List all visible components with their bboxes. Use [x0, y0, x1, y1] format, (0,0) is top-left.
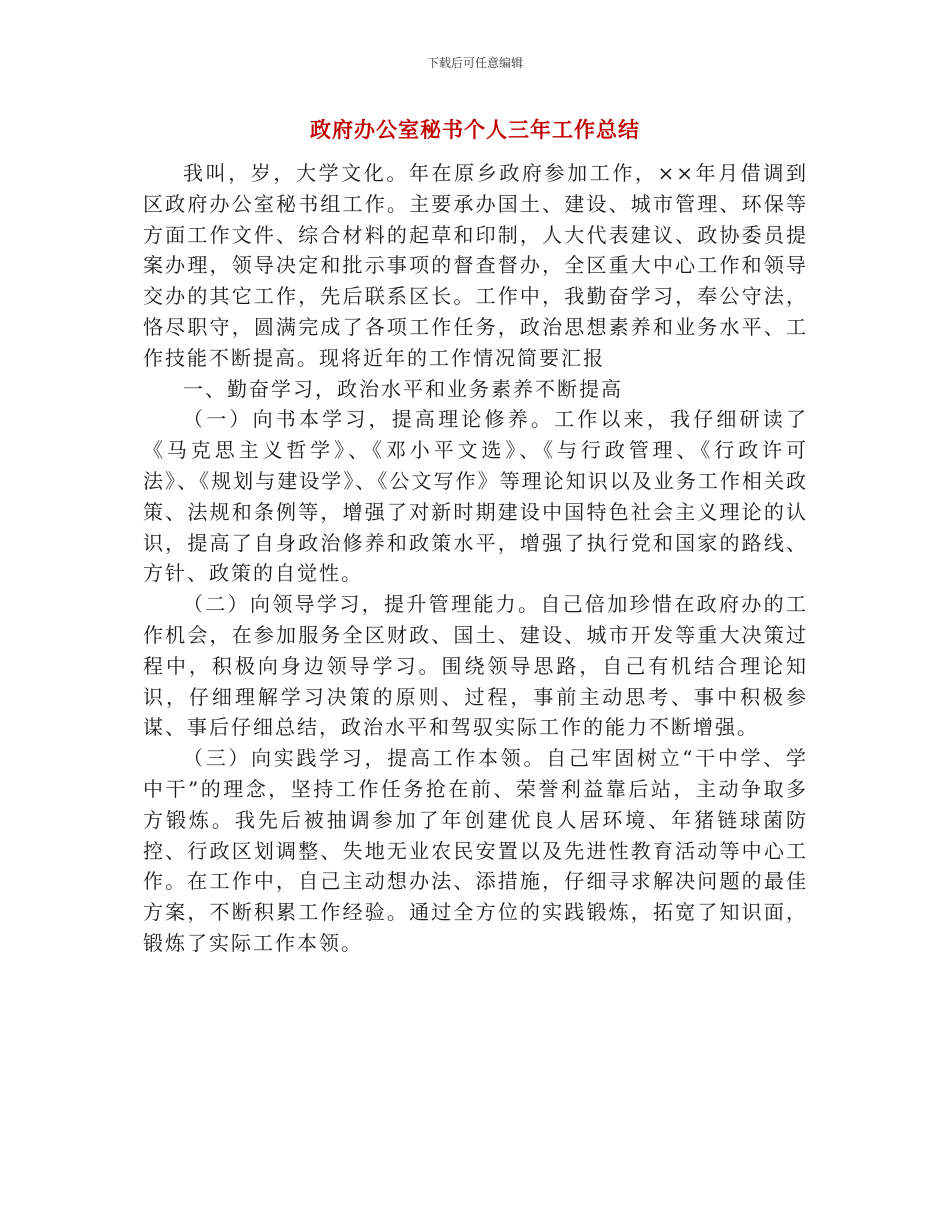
- section-heading-1: 一、勤奋学习，政治水平和业务素养不断提高: [183, 376, 623, 401]
- document-body: [143, 158, 808, 959]
- paragraph-intro: 我叫，岁，大学文化。年在原乡政府参加工作，××年月借调到区政府办公室秘书组工作。主要承办国土、建设、城市管理、环保等方面工作文件、综合材料的起草和印制，人大代表建议、政协委员提案办理，领导决定和批示事项的督查督办，全区重大中心工作和领导交办的其它工作，先后联系区长。工作中，我勤奋学习，奉公守法，恪尽职守，圆满完成了各项工作任务，政治思想素养和业务水平、工作技能不断提高。现将近年的工作情况简要汇报: [143, 161, 808, 370]
- paragraph-subsection-1: （一）向书本学习，提高理论修养。工作以来，我仔细研读了《马克思主义哲学》、《邓小平文选》、《与行政管理、《行政许可法》、《规划与建设学》、《公文写作》等理论知识以及业务工作相关政策、法规和条例等，增强了对新时期建设中国特色社会主义理论的认识，提高了自身政治修养和政策水平，增强了执行党和国家的路线、方针、政策的自觉性。: [143, 407, 808, 586]
- header-note: 下载后可任意编辑: [426, 56, 523, 70]
- document-title: 政府办公室秘书个人三年工作总结: [310, 118, 640, 142]
- paragraph-subsection-3: （三）向实践学习，提高工作本领。自己牢固树立“干中学、学中干”的理念，坚持工作任务抢在前、荣誉利益靠后站，主动争取多方锻炼。我先后被抽调参加了年创建优良人居环境、年猪链球菌防控、行政区划调整、失地无业农民安置以及先进性教育活动等中心工作。在工作中，自己主动想办法、添措施，仔细寻求解决问题的最佳方案，不断积累工作经验。通过全方位的实践锻炼，拓宽了知识面，锻炼了实际工作本领。: [143, 746, 808, 955]
- paragraph-subsection-2: （二）向领导学习，提升管理能力。自己倍加珍惜在政府办的工作机会，在参加服务全区财政、国土、建设、城市开发等重大决策过程中，积极向身边领导学习。围绕领导思路，自己有机结合理论知识，仔细理解学习决策的原则、过程，事前主动思考、事中积极参谋、事后仔细总结，政治水平和驾驭实际工作的能力不断增强。: [143, 592, 808, 740]
